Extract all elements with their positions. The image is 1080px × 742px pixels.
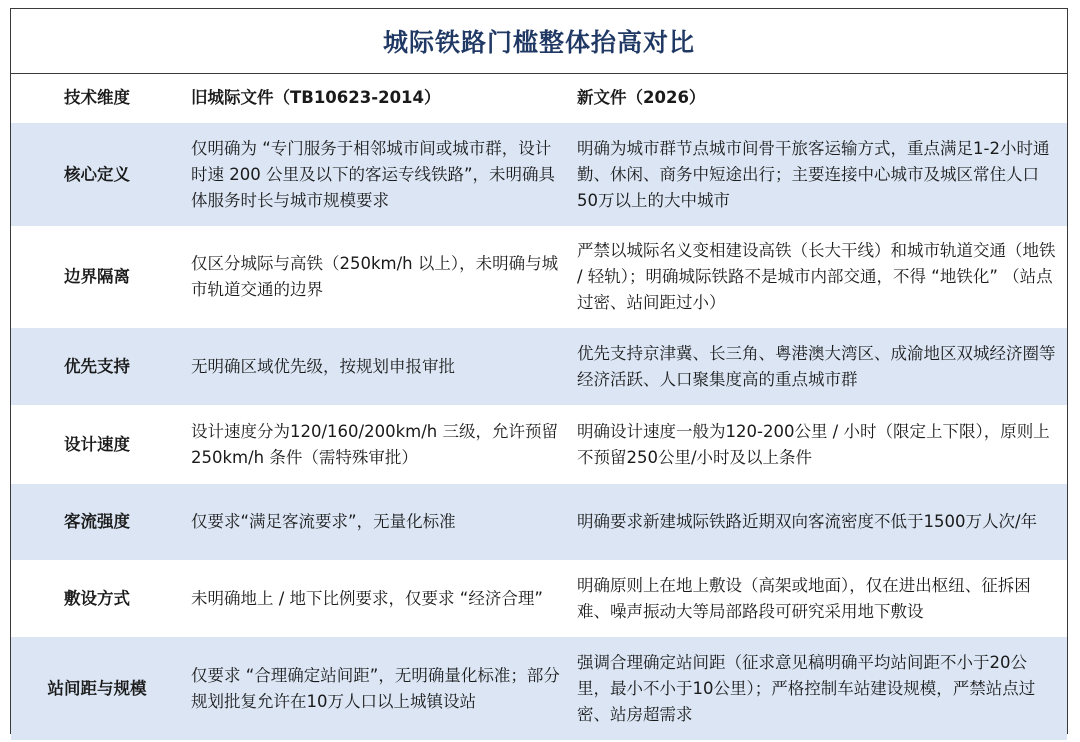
row-dimension: 设计速度 [64,434,130,454]
row-dimension: 客流强度 [64,512,130,531]
row-dimension: 优先支持 [64,356,130,376]
row-new-content: 明确为城市群节点城市间骨干旅客运输方式，重点满足1-2小时通勤、休闲、商务中短途出行；主要连接中心城市及城区常住人口50万以上的大中城市 [577,138,1050,210]
header-dimension: 技术维度 [64,88,130,107]
row-old-content: 仅要求“满足客流要求”，无量化标准 [191,512,456,531]
row-old-content: 未明确地上 / 地下比例要求，仅要求 “经济合理” [191,588,543,608]
table-row [11,637,1067,740]
row-old-content: 仅明确为 “专门服务于相邻城市间或城市群，设计时速 200 公里及以下的客运专线铁路”，未明确具体服务时长与城市规模要求 [191,138,556,210]
table-header-row [11,74,1067,123]
table-row [11,484,1067,561]
table-row [11,123,1067,227]
table-row [11,406,1067,484]
row-new-content: 明确设计速度一般为120-200公里 / 小时（限定上下限），原则上不预留250公里/小时及以上条件 [577,421,1050,467]
row-new-content: 优先支持京津冀、长三角、粤港澳大湾区、成渝地区双城经济圈等经济活跃、人口聚集度高的重点城市群 [577,343,1056,389]
row-new-content: 严禁以城际名义变相建设高铁（长大干线）和城市轨道交通（地铁 / 轻轨）；明确城际铁路不是城市内部交通，不得 “地铁化” （站点过密、站间距过小） [577,241,1056,312]
comparison-table-frame [10,8,1068,734]
row-dimension: 核心定义 [64,164,130,184]
row-new-content: 明确原则上在地上敷设（高架或地面），仅在进出枢纽、征拆困难、噪声振动大等局部路段可研究采用地下敷设 [577,575,1031,621]
header-new-document: 新文件（2026） [577,88,706,107]
row-old-content: 仅区分城际与高铁（250km/h 以上），未明确与城市轨道交通的边界 [191,254,559,299]
table-row [11,561,1067,637]
row-dimension: 敷设方式 [64,588,130,608]
table-row [11,328,1067,406]
row-new-content: 明确要求新建城际铁路近期双向客流密度不低于1500万人次/年 [577,512,1038,531]
table-row [11,227,1067,328]
header-old-document: 旧城际文件（TB10623-2014） [191,88,441,107]
row-dimension: 站间距与规模 [47,678,147,698]
row-new-content: 强调合理确定站间距（征求意见稿明确平均站间距不小于20公里，最小不小于10公里）；严格控制车站建设规模，严禁站点过密、站房超需求 [577,652,1036,724]
page-title: 城际铁路门槛整体抬高对比 [11,9,1067,74]
row-dimension: 边界隔离 [64,267,130,286]
row-old-content: 仅要求 “合理确定站间距”，无明确量化标准；部分规划批复允许在10万人口以上城镇设站 [191,665,560,711]
row-old-content: 无明确区域优先级，按规划申报审批 [191,356,455,376]
row-old-content: 设计速度分为120/160/200km/h 三级，允许预留250km/h 条件（需特殊审批） [191,421,558,467]
